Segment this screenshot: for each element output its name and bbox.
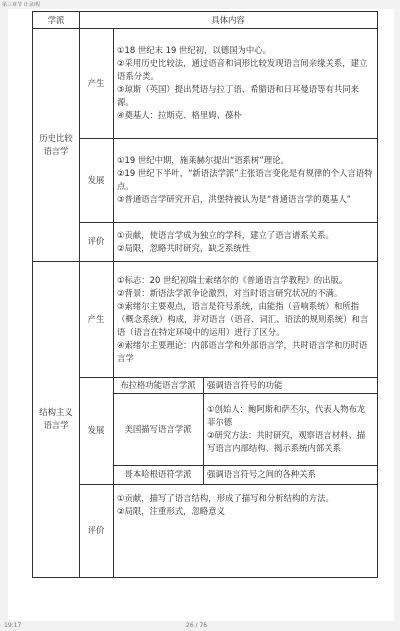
content-item: ③普通语言学研究开启，洪堡特被认为是“普通语言学的奠基人” bbox=[117, 194, 351, 204]
content-item: ①18 世纪末 19 世纪初，以德国为中心。 bbox=[117, 45, 272, 55]
row-label-development: 发展 bbox=[87, 174, 105, 185]
school-american-content bbox=[203, 393, 377, 465]
section-structuralism bbox=[33, 261, 79, 577]
content-item: ④奠基人：拉斯克、格里姆、葆朴 bbox=[117, 110, 242, 120]
status-bar bbox=[0, 621, 400, 631]
content-item: ②采用历史比较法，通过语音和词形比较发现语言间亲缘关系，建立语系分类。 bbox=[117, 58, 368, 81]
row-content-origin bbox=[113, 28, 377, 138]
school-american: 美国描写语言学派 bbox=[124, 423, 192, 434]
row-content-origin bbox=[113, 261, 377, 377]
content-item: ③琼斯（英国）提出梵语与拉丁语、希腊语和日耳曼语等有共同来源。 bbox=[117, 84, 360, 107]
content-item: ①创始人：鲍阿斯和萨丕尔，代表人物布龙菲尔德 bbox=[207, 404, 366, 427]
content-item: ④索绪尔主要理论：内部语言学和外部语言学，共时语言学和历时语言学 bbox=[117, 339, 368, 363]
section-name: 结构主义语言学 bbox=[39, 407, 73, 430]
content-item: ②背景：新语法学派争论激烈，对当时语言研究状况的不满。 bbox=[117, 287, 343, 298]
school-copenhagen: 哥本哈根语符学派 bbox=[124, 469, 192, 479]
header-school: 学派 bbox=[47, 14, 65, 25]
content-item: ①贡献，使语言学成为独立的学科，建立了语言谱系关系。 bbox=[117, 229, 334, 240]
row-label-origin: 产生 bbox=[87, 313, 105, 324]
document-page bbox=[8, 9, 394, 621]
page-indicator: 26 / 76 bbox=[186, 622, 208, 629]
section-historical-comparative bbox=[33, 28, 79, 261]
row-content-development bbox=[113, 138, 377, 222]
content-item: ③索绪尔主要观点，语言是符号系统，由能指（音响系统）和所指（概念系统）构成，并对语言（语音、词汇、语法的规则系统）和言语（语言在特定环境中的运用）进行了区分。 bbox=[117, 300, 369, 337]
school-copenhagen-content: 强调语言符号之间的各种关系 bbox=[207, 469, 316, 479]
content-item: ②研究方法：共时研究，观察语言材料、描写语言内部结构、揭示系统内部关系 bbox=[207, 430, 366, 453]
row-label-evaluation: 评价 bbox=[87, 236, 105, 246]
content-table bbox=[32, 11, 378, 578]
content-item: ②19 世纪下半叶，“新语法学派”主张语言变化是有规律的个人言语特点。 bbox=[117, 168, 373, 191]
row-label-origin: 产生 bbox=[87, 77, 105, 88]
row-label-development: 发展 bbox=[87, 425, 105, 435]
content-item: ②局限，注重形式，忽略意义 bbox=[117, 506, 226, 516]
content-item: ②局限，忽略共时研究，缺乏系统性 bbox=[117, 242, 251, 253]
school-prague-content: 强调语言符号的功能 bbox=[207, 379, 283, 390]
header-content: 具体内容 bbox=[211, 14, 245, 25]
section-name: 历史比较语言学 bbox=[39, 132, 73, 156]
row-content-evaluation bbox=[113, 484, 377, 577]
content-item: ①贡献，描写了语言结构，形成了描写和分析结构的方法。 bbox=[117, 493, 334, 503]
row-content-evaluation bbox=[113, 222, 377, 261]
top-status-label: 第三章节 计录/程 bbox=[2, 2, 41, 8]
school-prague: 布拉格功能语言学派 bbox=[120, 379, 196, 390]
content-item: ①标志：20 世纪初瑞士索绪尔的《普通语言学教程》的出版。 bbox=[117, 274, 348, 285]
time-label: 19:17 bbox=[4, 622, 22, 629]
content-item: ①19 世纪中期，施莱赫尔提出“语系树”理论。 bbox=[117, 155, 289, 165]
row-label-evaluation: 评价 bbox=[87, 525, 105, 535]
